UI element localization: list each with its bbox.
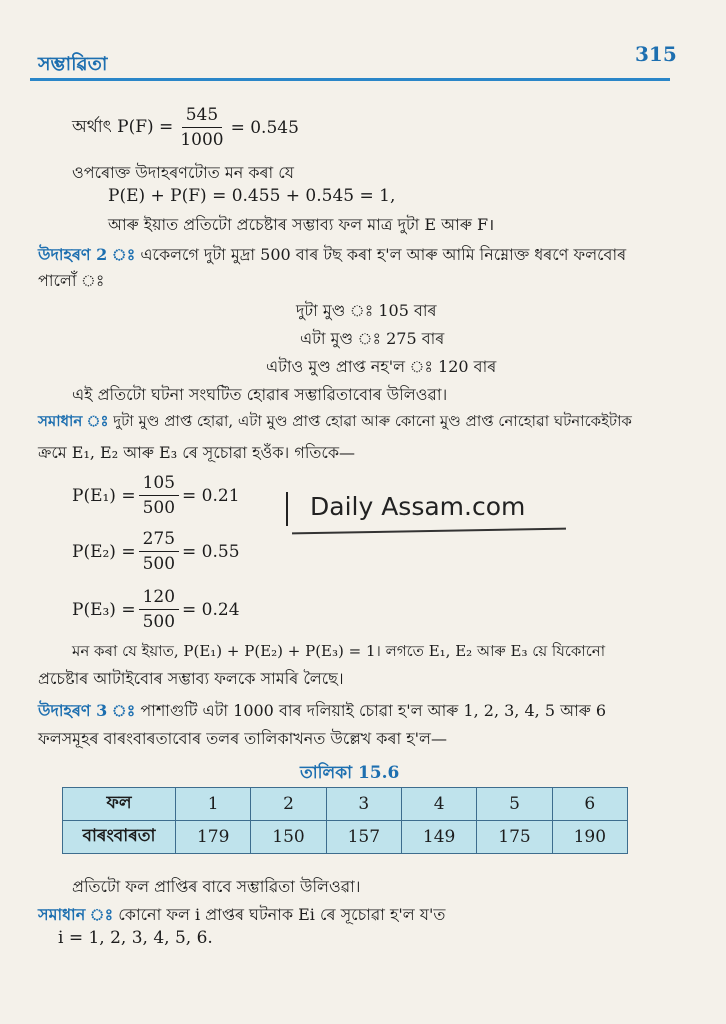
table-cell: 175 (477, 821, 552, 854)
table-row-frequency (63, 821, 628, 854)
watermark-bar (286, 492, 288, 526)
pe3-denominator: 500 (142, 612, 176, 632)
table-cell: 150 (251, 821, 326, 854)
watermark-text: Daily Assam.com (310, 492, 526, 521)
row-header-outcome: ফল (63, 788, 176, 821)
note-line1: মন কৰা যে ইয়াত, P(E₁) + P(E₂) + P(E₃) = 1। লগতে E₁, E₂ আৰু E₃ য়ে যিকোনো (72, 642, 606, 660)
example3-line2: ফলসমূহৰ বাৰংবাৰতাবোৰ তলৰ তালিকাখনত উল্লেখ কৰা হ'ল— (38, 729, 447, 748)
pe1-lhs: P(E₁) = (72, 485, 136, 506)
chapter-title: সম্ভাৱিতা (38, 53, 108, 75)
pe1-denominator: 500 (142, 498, 176, 518)
watermark-underline (292, 528, 566, 535)
pe3-numerator: 120 (139, 586, 179, 610)
pe2-denominator: 500 (142, 554, 176, 574)
pe1-result: = 0.21 (182, 485, 240, 506)
example2-text1: একেলগে দুটা মুদ্ৰা 500 বাৰ টছ কৰা হ'ল আৰু আমি নিম্নোক্ত ধৰণে ফলবোৰ (140, 245, 627, 264)
example2-question: এই প্ৰতিটো ঘটনা সংঘটিত হোৱাৰ সম্ভাৱিতাবোৰ উলিওৱা। (72, 385, 448, 404)
pf-prefix: অৰ্থাৎ P(F) = (72, 116, 174, 137)
pe1-equation (72, 472, 240, 519)
example2-line1 (38, 242, 626, 269)
table-cell: 190 (552, 821, 627, 854)
example3-line1 (38, 698, 606, 725)
pf-numerator: 545 (182, 104, 222, 128)
frequency-table (62, 787, 628, 854)
solution2-text1: দুটা মুণ্ড প্ৰাপ্ত হোৱা, এটা মুণ্ড প্ৰাপ্ত হোৱা আৰু কোনো মুণ্ড প্ৰাপ্ত নোহোৱা ঘটনাকেইটাক (113, 412, 632, 430)
watermark (286, 490, 570, 536)
question3: প্ৰতিটো ফল প্ৰাপ্তিৰ বাবে সম্ভাৱিতা উলিওৱা। (72, 877, 361, 896)
solution2-line1 (38, 410, 632, 435)
pf-fraction (176, 104, 227, 151)
solution3-text1: কোনো ফল i প্ৰাপ্তৰ ঘটনাক Ei ৰে সূচোৱা হ'ল য'ত (118, 905, 446, 924)
pe2-numerator: 275 (139, 528, 179, 552)
table-cell: 3 (326, 788, 401, 821)
pe1-fraction (139, 472, 179, 519)
outcomes-line: আৰু ইয়াত প্ৰতিটো প্ৰচেষ্টাৰ সম্ভাব্য ফল মাত্ৰ দুটা E আৰু F। (108, 215, 495, 234)
table-cell: 5 (477, 788, 552, 821)
header-rule (30, 78, 670, 81)
example3-label: উদাহৰণ 3 ঃ (38, 701, 136, 720)
pf-denominator: 1000 (180, 130, 224, 150)
pe2-equation (72, 528, 240, 575)
solution3-line1 (38, 902, 445, 929)
table-cell: 149 (401, 821, 476, 854)
page-number: 315 (635, 42, 677, 66)
note-line2: প্ৰচেষ্টাৰ আটাইবোৰ সম্ভাব্য ফলকে সামৰি লৈছে। (38, 669, 344, 688)
table-cell: 4 (401, 788, 476, 821)
example3-text1: পাশাগুটি এটা 1000 বাৰ দলিয়াই চোৱা হ'ল আৰু 1, 2, 3, 4, 5 আৰু 6 (140, 701, 607, 720)
pf-equation (72, 104, 299, 151)
example2-line2: পালোঁ ঃ (38, 271, 105, 290)
pf-result: = 0.545 (230, 117, 299, 138)
table-cell: 157 (326, 821, 401, 854)
pe3-fraction (139, 586, 179, 633)
table-row-outcomes (63, 788, 628, 821)
pe3-equation (72, 586, 240, 633)
pe2-result: = 0.55 (182, 541, 240, 562)
row-header-frequency: বাৰংবাৰতা (63, 821, 176, 854)
pe3-result: = 0.24 (182, 599, 240, 620)
pe2-lhs: P(E₂) = (72, 541, 136, 562)
pe2-fraction (139, 528, 179, 575)
table-title: তালিকা 15.6 (300, 763, 400, 783)
result-two-heads: দুটা মুণ্ড ঃ 105 বাৰ (296, 301, 437, 320)
pe1-numerator: 105 (139, 472, 179, 496)
solution2-label: সমাধান ঃ (38, 412, 109, 430)
result-one-head: এটা মুণ্ড ঃ 275 বাৰ (300, 329, 445, 348)
observe-line: ওপৰোক্ত উদাহৰণটোত মন কৰা যে (72, 163, 294, 182)
solution3-label: সমাধান ঃ (38, 905, 114, 924)
solution3-line2: i = 1, 2, 3, 4, 5, 6. (58, 928, 213, 948)
result-no-head: এটাও মুণ্ড প্ৰাপ্ত নহ'ল ঃ 120 বাৰ (266, 357, 497, 376)
example2-label: উদাহৰণ 2 ঃ (38, 245, 136, 264)
table-cell: 2 (251, 788, 326, 821)
solution2-line2: ক্ৰমে E₁, E₂ আৰু E₃ ৰে সূচোৱা হওঁক। গতিকে— (38, 443, 356, 462)
pe3-lhs: P(E₃) = (72, 599, 136, 620)
table-cell: 1 (176, 788, 251, 821)
table-cell: 179 (176, 821, 251, 854)
table-cell: 6 (552, 788, 627, 821)
sum-line: P(E) + P(F) = 0.455 + 0.545 = 1, (108, 186, 396, 206)
